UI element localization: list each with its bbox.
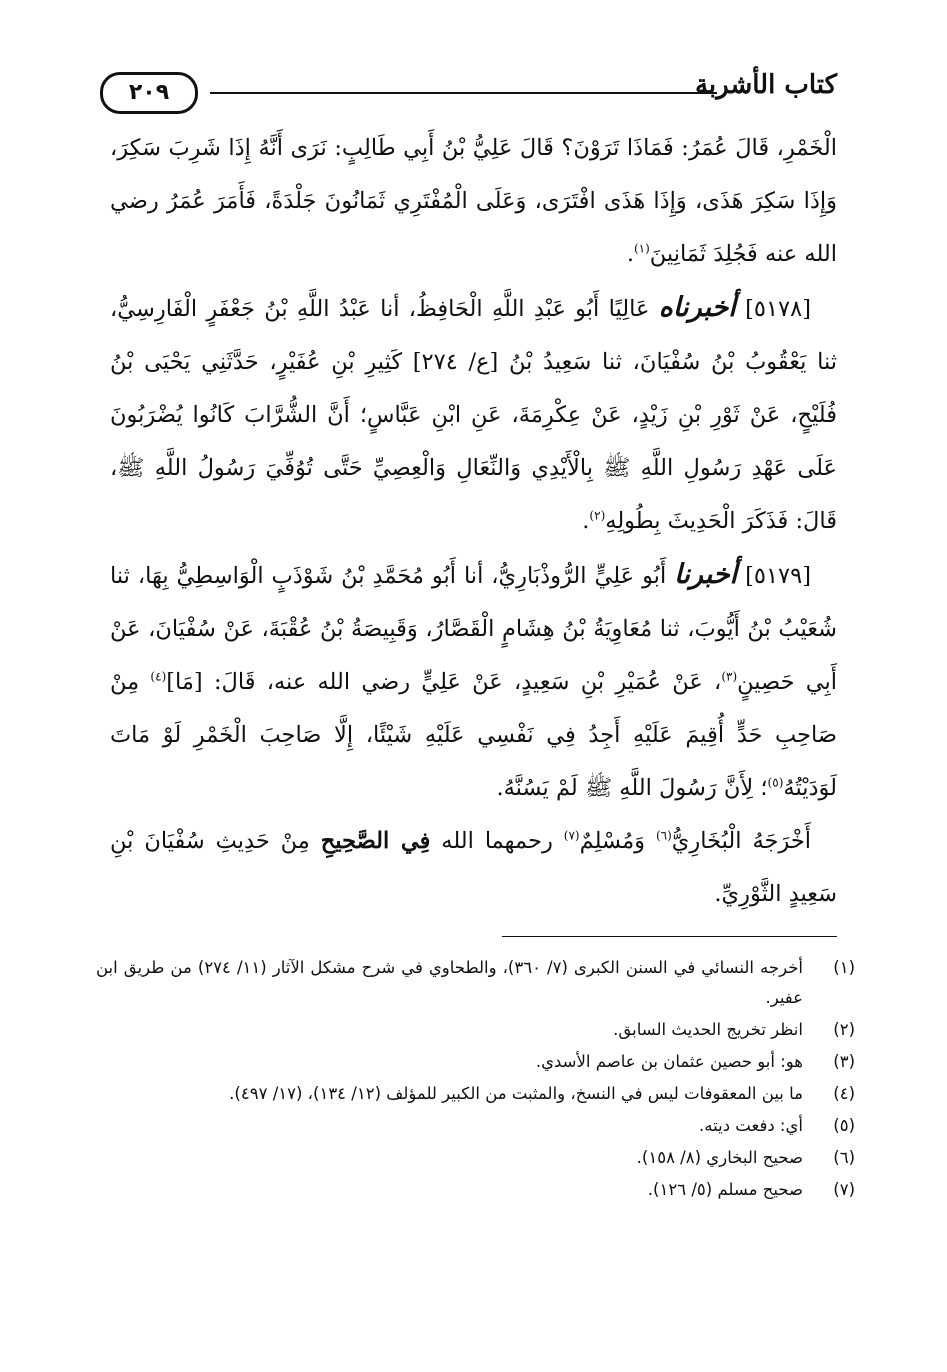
footnote-6: [96, 1143, 855, 1173]
paragraph-1-text: الْخَمْرِ، قَالَ عُمَرُ: فَمَاذَا تَرَوْنَ؟ قَالَ عَلِيُّ بْنُ أَبِي طَالِبٍ: نَرَى أَنَّهُ إِذَا شَرِبَ سَكِرَ، وَإِذَا سَكِرَ هَذَى، وَإِذَا هَذَى افْتَرَى، وَعَلَى الْمُفْتَرِي ثَمَانُونَ جَلْدَةً، فَأَمَرَ عُمَرُ رضي الله عنه فَجُلِدَ ثَمَانِينَ: [110, 135, 837, 267]
page-header: [100, 68, 837, 112]
footnote-number: (٢): [833, 1020, 855, 1039]
hadith-5179: [110, 548, 837, 815]
takhrij-sahih: فِي الصَّحِيحِ: [320, 828, 431, 854]
hadith-number-5179: [٥١٧٩]: [745, 563, 811, 589]
footnote-number: (٣): [833, 1052, 855, 1071]
footnote-ref-5: (٥): [767, 775, 784, 790]
footnote-ref-7: (٧): [563, 828, 580, 843]
takhrij-d: مِنْ حَدِيثِ سُفْيَانَ بْنِ سَعِيدٍ الثَّوْرِيِّ.: [110, 828, 837, 907]
footnote-7: [96, 1175, 855, 1205]
footnote-text: ما بين المعقوفات ليس في النسخ، والمثبت من الكبير للمؤلف (١٢/ ١٣٤)، (١٧/ ٤٩٧).: [229, 1084, 803, 1103]
page-number: ٢٠٩: [100, 72, 198, 114]
takhrij-c: رحمهما الله: [430, 828, 564, 854]
footnote-separator: [502, 936, 837, 937]
footnote-ref-6: (٦): [655, 828, 672, 843]
footnote-number: (٦): [833, 1148, 855, 1167]
akhbarna-word: أخبرنا: [674, 559, 738, 590]
footnote-ref-2: (٢): [589, 508, 606, 523]
footnote-text: هو: أبو حصين عثمان بن عاصم الأسدي.: [535, 1052, 803, 1071]
chapter-title: كتاب الأشربة: [694, 70, 837, 100]
hadith-5179-text-d: ؛ لِأَنَّ رَسُولَ اللَّهِ ﷺ لَمْ يَسُنَّهُ.: [496, 775, 768, 801]
main-text: [110, 122, 837, 921]
footnote-3: [96, 1047, 855, 1077]
footnote-ref-4: (٤): [150, 669, 167, 684]
footnotes: [96, 953, 855, 1207]
takhrij-b: وَمُسْلِمٌ: [579, 828, 656, 854]
hadith-5178-text: عَالِيًا أَبُو عَبْدِ اللَّهِ الْحَافِظُ، أنا عَبْدُ اللَّهِ بْنُ جَعْفَرٍ الْفَارِسِيُّ، ثنا يَعْقُوبُ بْنُ سُفْيَانَ، ثنا سَعِيدُ بْنُ [ع/ ٢٧٤] كَثِيرِ بْنِ عُفَيْرٍ، حَدَّثَنِي يَحْيَى بْنُ فُلَيْحٍ، عَنْ ثَوْرِ بْنِ زَيْدٍ، عَنْ عِكْرِمَةَ، عَنِ ابْنِ عَبَّاسٍ؛ أَنَّ الشُّرَّابَ كَانُوا يُضْرَبُونَ عَلَى عَهْدِ رَسُولِ اللَّهِ ﷺ بِالْأَيْدِي وَالنِّعَالِ وَالْعِصِيِّ حَتَّى تُوُفِّيَ رَسُولُ اللَّهِ ﷺ، قَالَ: فَذَكَرَ الْحَدِيثَ بِطُولِهِ: [110, 296, 837, 534]
hadith-5178: [٥١٧٨] أخبرناه عَالِيًا أَبُو عَبْدِ اللَّهِ الْحَافِظُ، أنا عَبْدُ اللَّهِ بْنُ جَعْفَرٍ الْفَارِسِيُّ، ثنا يَعْقُوبُ بْنُ سُفْيَانَ، ثنا سَعِيدُ بْنُ [ع/ ٢٧٤] كَثِيرِ بْنِ عُفَيْرٍ، حَدَّثَنِي يَحْيَى بْنُ فُلَيْحٍ، عَنْ ثَوْرِ بْنِ زَيْدٍ، عَنْ عِكْرِمَةَ، عَنِ ابْنِ عَبَّاسٍ؛ أَنَّ الشُّرَّابَ كَانُوا يُضْرَبُونَ عَلَى عَهْدِ رَسُولِ اللَّهِ ﷺ بِالْأَيْدِي وَالنِّعَالِ وَالْعِصِيِّ حَتَّى تُوُفِّيَ رَسُولُ اللَّهِ ﷺ، قَالَ: فَذَكَرَ الْحَدِيثَ بِطُولِهِ$^{(٢)}$.: [110, 292, 837, 534]
footnote-text: انظر تخريج الحديث السابق.: [613, 1020, 803, 1039]
footnote-text: أي: دفعت ديته.: [699, 1116, 803, 1135]
footnote-5: [96, 1111, 855, 1141]
akhbarnahu-word: أخبرناه: [658, 292, 736, 323]
footnote-number: (١): [833, 958, 855, 977]
footnote-ref-1: (١): [633, 241, 650, 256]
paragraph-1: الْخَمْرِ، قَالَ عُمَرُ: فَمَاذَا تَرَوْنَ؟ قَالَ عَلِيُّ بْنُ أَبِي طَالِبٍ: نَرَى أَنَّهُ إِذَا شَرِبَ سَكِرَ، وَإِذَا سَكِرَ هَذَى، وَإِذَا هَذَى افْتَرَى، وَعَلَى الْمُفْتَرِي ثَمَانُونَ جَلْدَةً، فَأَمَرَ عُمَرُ رضي الله عنه فَجُلِدَ ثَمَانِينَ$^{(١)}$.: [110, 135, 837, 267]
footnote-4: [96, 1079, 855, 1109]
header-rule: [210, 92, 717, 94]
footnote-number: (٤): [833, 1084, 855, 1103]
takhrij-paragraph: [110, 815, 837, 921]
footnote-number: (٥): [833, 1116, 855, 1135]
hadith-5179-text-a: أَبُو عَلِيٍّ الرُّوذْبَارِيُّ، أنا أَبُو مُحَمَّدِ بْنُ شَوْذَبٍ الْوَاسِطِيُّ بِهَا، ثنا شُعَيْبُ بْنُ أَيُّوبَ، ثنا مُعَاوِيَةُ بْنُ هِشَامٍ الْقَصَّارُ، وَقَبِيصَةُ بْنُ عُقْبَةَ، عَنْ سُفْيَانَ، عَنْ أَبِي حَصِينٍ: [110, 563, 837, 695]
hadith-number-5178: [٥١٧٨]: [745, 296, 812, 322]
hadith-5179-text-b: ، عَنْ عُمَيْرِ بْنِ سَعِيدٍ، عَنْ عَلِيٍّ رضي الله عنه، قَالَ: [مَا]: [166, 669, 722, 695]
footnote-text: صحيح مسلم (٥/ ١٢٦).: [647, 1180, 803, 1199]
footnote-2: [96, 1015, 855, 1045]
footnote-text: أخرجه النسائي في السنن الكبرى (٧/ ٣٦٠)، والطحاوي في شرح مشكل الآثار (١١/ ٢٧٤) من طريق ابن عفير.: [96, 958, 803, 1007]
footnote-1: [96, 953, 855, 1013]
hadith-5179-text-c: مِنْ صَاحِبِ حَدٍّ أُقِيمَ عَلَيْهِ أَجِدُ فِي نَفْسِي عَلَيْهِ شَيْئًا، إِلَّا صَاحِبَ الْخَمْرِ لَوْ مَاتَ لَوَدَيْتُهُ: [110, 669, 837, 801]
footnote-number: (٧): [833, 1180, 855, 1199]
takhrij-a: أَخْرَجَهُ الْبُخَارِيُّ: [671, 828, 811, 854]
footnote-ref-3: (٣): [721, 669, 738, 684]
footnote-text: صحيح البخاري (٨/ ١٥٨).: [636, 1148, 803, 1167]
